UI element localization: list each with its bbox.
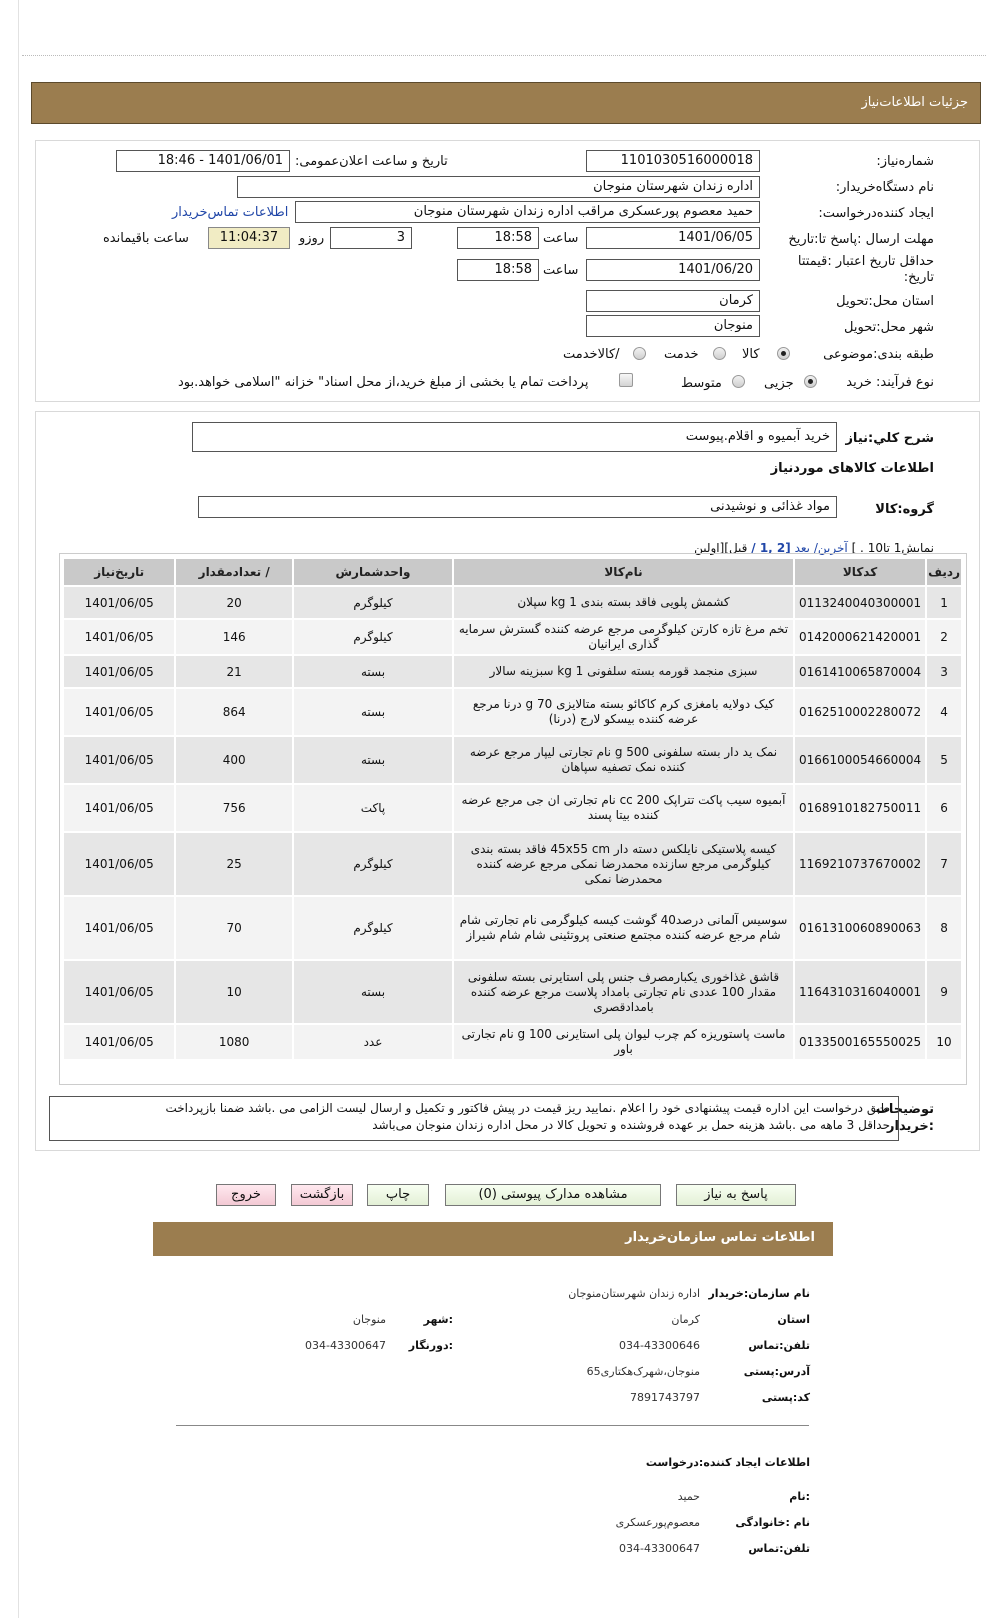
cell-row-no: 1 <box>927 587 961 618</box>
cell-name: سبزی منجمد قورمه بسته سلفونی 1 kg سبزینه سالار <box>454 656 793 687</box>
page-header <box>31 82 981 124</box>
top-divider <box>22 55 986 56</box>
cell-name: ماست پاستوریزه کم چرب لیوان پلی استایرنی 100 g نام تجارتی باور <box>454 1025 793 1059</box>
buyer-label: نام دستگاه‌خریدار: <box>835 180 934 195</box>
cell-unit: عدد <box>294 1025 452 1059</box>
pager-pages-link[interactable]: [2 ,1 / <box>751 541 791 555</box>
contact-city-value: منوجان <box>352 1313 386 1326</box>
contact-title: اطلاعات تماس سازمان‌خریدار <box>625 1230 815 1245</box>
deadline-time-label: ساعت <box>543 231 579 246</box>
postal-label: کد:پستی <box>761 1391 810 1404</box>
print-button[interactable]: چاپ <box>367 1184 429 1206</box>
cell-row-no: 3 <box>927 656 961 687</box>
items-header-row <box>64 559 961 585</box>
contact-divider <box>176 1425 809 1426</box>
category-goods-service-label: /کالاخدمت <box>563 347 620 362</box>
cell-quantity: 400 <box>176 737 292 783</box>
contact-province-label: استان <box>777 1313 810 1326</box>
general-desc-field: خرید آبمیوه و اقلام.پیوست <box>192 422 837 452</box>
cell-need-date: 1401/06/05 <box>64 785 174 831</box>
cell-code: 1164310316040001 <box>795 961 925 1023</box>
cell-need-date: 1401/06/05 <box>64 833 174 895</box>
cell-code: 0142000621420001 <box>795 620 925 654</box>
pager-next-last-link[interactable]: آخرین/ بعد <box>794 541 848 555</box>
cell-name: تخم مرغ تازه کارتن کیلوگرمی مرجع عرضه کننده گسترش سرمایه گذاری ایرانیان <box>454 620 793 654</box>
treasury-payment-note: پرداخت تمام یا بخشی از مبلغ خرید،از محل اسناد" خزانه "اسلامی خواهد.بود <box>178 375 589 390</box>
cell-need-date: 1401/06/05 <box>64 897 174 959</box>
creator-family-value: معصوم‌پورعسکری <box>615 1516 700 1529</box>
days-label: روزو <box>299 231 325 246</box>
cell-code: 0113240040300001 <box>795 587 925 618</box>
validity-date-field: 1401/06/20 <box>586 259 760 281</box>
creator-phone-label: تلفن:تماس <box>748 1542 810 1555</box>
cell-code: 1169210737670002 <box>795 833 925 895</box>
page-title: جزئیات اطلاعات‌نیاز <box>861 95 968 110</box>
cell-quantity: 10 <box>176 961 292 1023</box>
buyer-notes-label: توضیحات :خریدار <box>875 1102 934 1134</box>
cell-quantity: 864 <box>176 689 292 735</box>
cell-name: قاشق غذاخوری یکبارمصرف جنس پلی استایرنی بسته سلفونی مقدار 100 عددی نام تجارتی بامداد پلاست مرجع عرضه کننده بامدادقصری <box>454 961 793 1023</box>
cell-name: آبمیوه سیب پاکت تتراپک 200 cc نام تجارتی ان جی مرجع عرضه کننده بیتا پسند <box>454 785 793 831</box>
cell-need-date: 1401/06/05 <box>64 656 174 687</box>
back-button[interactable]: بازگشت <box>291 1184 353 1206</box>
contact-header <box>153 1222 833 1256</box>
cell-unit: کیلوگرم <box>294 833 452 895</box>
pager-first-prev[interactable]: قبل][اولین <box>694 541 748 555</box>
address-value: منوجان،شهرک‌هکتاری65 <box>586 1365 700 1378</box>
view-attachments-button[interactable]: مشاهده مدارک پیوستی (0) <box>445 1184 661 1206</box>
goods-group-label: گروه:کالا <box>875 502 934 517</box>
cell-unit: پاکت <box>294 785 452 831</box>
items-table <box>62 557 963 1061</box>
cell-name: کیک دولایه بامغزی کرم کاکائو بسته متالایزی 70 g درنا مرجع عرضه کننده بیسکو لارج (درنا) <box>454 689 793 735</box>
category-goods-radio[interactable] <box>777 347 790 360</box>
table-row <box>64 620 961 654</box>
cell-row-no: 4 <box>927 689 961 735</box>
cell-unit: کیلوگرم <box>294 620 452 654</box>
table-row <box>64 961 961 1023</box>
buyer-contact-link[interactable]: اطلاعات تماس‌خریدار <box>172 205 289 220</box>
category-label: طبقه بندی:موضوعی <box>823 347 934 362</box>
table-row <box>64 1025 961 1059</box>
creator-family-label: نام :خانوادگی <box>735 1516 810 1529</box>
contact-city-label: :شهر <box>423 1313 453 1326</box>
cell-code: 0161310060890063 <box>795 897 925 959</box>
col-quantity: / تعداد‌مقدار <box>176 559 292 585</box>
process-medium-radio[interactable] <box>732 375 745 388</box>
buyer-notes-box <box>49 1096 899 1141</box>
fax-label: :دورنگار <box>408 1339 453 1352</box>
buyer-field: اداره زندان شهرستان منوجان <box>237 176 760 198</box>
deadline-label: مهلت ارسال :پاسخ تا:تاریخ <box>788 232 934 247</box>
fax-value: 034-43300647 <box>305 1339 386 1352</box>
creator-section-title: اطلاعات ایجاد کننده:درخواست <box>645 1456 810 1469</box>
goods-group-field: مواد غذائی و نوشیدنی <box>198 496 837 518</box>
city-field: منوجان <box>586 315 760 337</box>
creator-phone-value: 034-43300647 <box>619 1542 700 1555</box>
col-row-no: ردیف <box>927 559 961 585</box>
phone-label: تلفن:تماس <box>748 1339 810 1352</box>
col-name: نام‌کالا <box>454 559 793 585</box>
cell-row-no: 6 <box>927 785 961 831</box>
contact-province-value: کرمان <box>671 1313 700 1326</box>
validity-label: حداقل تاریخ اعتبار :قیمتتا تاریخ: <box>797 254 934 285</box>
table-row <box>64 833 961 895</box>
creator-field: حمید معصوم پورعسکری مراقب اداره زندان شهرستان منوجان <box>295 201 760 223</box>
category-goods-service-radio[interactable] <box>633 347 646 360</box>
creator-name-label: :نام <box>789 1490 810 1503</box>
cell-need-date: 1401/06/05 <box>64 587 174 618</box>
creator-label: ایجاد کننده‌درخواست: <box>818 206 934 221</box>
remaining-time-field: 11:04:37 <box>208 227 290 249</box>
cell-name: کیسه پلاستیکی نایلکس دسته دار 45x55 cm فاقد بسته بندی کیلوگرمی مرجع سازنده محمدرضا نمکی مرجع عرضه کننده محمدرضا نمکی <box>454 833 793 895</box>
province-label: استان محل:تحویل <box>836 294 934 309</box>
table-row <box>64 689 961 735</box>
need-no-label: شماره‌نیاز: <box>876 154 934 169</box>
cell-code: 0168910182750011 <box>795 785 925 831</box>
cell-need-date: 1401/06/05 <box>64 961 174 1023</box>
table-row <box>64 897 961 959</box>
cell-quantity: 20 <box>176 587 292 618</box>
cell-code: 0161410065870004 <box>795 656 925 687</box>
cell-quantity: 756 <box>176 785 292 831</box>
buyer-notes-line-1: طبق درخواست این اداره قیمت پیشنهادی خود را اعلام .نمایید ریز قیمت در پیش فاکتور و تکمیل و ارسال لیست الزامی می .باشد ضمنا بازپرداخت <box>165 1101 890 1115</box>
table-row <box>64 656 961 687</box>
cell-quantity: 21 <box>176 656 292 687</box>
org-label: نام سازمان:خریدار <box>708 1287 810 1300</box>
table-row <box>64 587 961 618</box>
col-unit: واحدشمارش <box>294 559 452 585</box>
category-service-radio[interactable] <box>713 347 726 360</box>
cell-row-no: 9 <box>927 961 961 1023</box>
items-title: اطلاعات کالاهای موردنیاز <box>770 461 934 476</box>
process-medium-label: متوسط <box>681 376 722 391</box>
cell-code: 0166100054660004 <box>795 737 925 783</box>
cell-name: کشمش پلویی فاقد بسته بندی 1 kg سپلان <box>454 587 793 618</box>
general-desc-label: شرح کلي:نياز <box>845 431 934 446</box>
process-partial-radio[interactable] <box>804 375 817 388</box>
cell-code: 0133500165550025 <box>795 1025 925 1059</box>
cell-need-date: 1401/06/05 <box>64 620 174 654</box>
address-label: آدرس:پستی <box>743 1365 810 1378</box>
cell-row-no: 2 <box>927 620 961 654</box>
buyer-notes-line-2: حداقل 3 ماهه می .باشد هزینه حمل بر عهده فروشنده و تحویل کالا در محل اداره زندان منوجان می‌باشد <box>372 1118 890 1132</box>
cell-row-no: 8 <box>927 897 961 959</box>
remaining-label: ساعت باقیمانده <box>103 231 189 246</box>
category-service-label: خدمت <box>664 347 699 362</box>
process-label: نوع فرآیند: خرید <box>846 375 934 390</box>
cell-need-date: 1401/06/05 <box>64 689 174 735</box>
treasury-payment-checkbox[interactable] <box>619 373 633 387</box>
cell-row-no: 7 <box>927 833 961 895</box>
cell-unit: بسته <box>294 961 452 1023</box>
org-value: اداره زندان شهرستان‌منوجان <box>568 1287 700 1300</box>
category-goods-label: کالا <box>742 347 760 362</box>
col-need-date: تاریخ‌نیاز <box>64 559 174 585</box>
creator-name-value: حمید <box>677 1490 700 1503</box>
process-partial-label: جزیی <box>764 376 794 391</box>
cell-name: نمک ید دار بسته سلفونی 500 g نام تجارتی لیپار مرجع عرضه کننده نمک تصفیه سپاهان <box>454 737 793 783</box>
need-no-field: 1101030516000018 <box>586 150 760 172</box>
validity-time-label: ساعت <box>543 263 579 278</box>
cell-need-date: 1401/06/05 <box>64 1025 174 1059</box>
cell-row-no: 5 <box>927 737 961 783</box>
province-field: کرمان <box>586 290 760 312</box>
cell-unit: بسته <box>294 737 452 783</box>
phone-value: 034-43300646 <box>619 1339 700 1352</box>
deadline-time-field: 18:58 <box>457 227 539 249</box>
announce-label: تاریخ و ساعت اعلان‌عمومی: <box>295 154 448 169</box>
cell-need-date: 1401/06/05 <box>64 737 174 783</box>
reply-button[interactable]: پاسخ به نیاز <box>676 1184 796 1206</box>
cell-unit: بسته <box>294 689 452 735</box>
table-row <box>64 737 961 783</box>
exit-button[interactable]: خروج <box>216 1184 276 1206</box>
cell-quantity: 25 <box>176 833 292 895</box>
cell-name: سوسیس آلمانی درصد40 گوشت کیسه کیلوگرمی نام تجارتی شام شام مرجع عرضه کننده مجتمع صنعتی پروتئینی شام شام شیراز <box>454 897 793 959</box>
cell-unit: کیلوگرم <box>294 587 452 618</box>
cell-code: 0162510002280072 <box>795 689 925 735</box>
deadline-date-field: 1401/06/05 <box>586 227 760 249</box>
pager-show: نمایش1 تا10 . ] <box>851 541 934 555</box>
validity-time-field: 18:58 <box>457 259 539 281</box>
cell-quantity: 1080 <box>176 1025 292 1059</box>
cell-unit: کیلوگرم <box>294 897 452 959</box>
cell-unit: بسته <box>294 656 452 687</box>
announce-field: 1401/06/01 - 18:46 <box>116 150 290 172</box>
cell-quantity: 146 <box>176 620 292 654</box>
page-left-rule <box>18 0 19 1618</box>
city-label: شهر محل:تحویل <box>844 320 934 335</box>
col-code: کدکالا <box>795 559 925 585</box>
cell-row-no: 10 <box>927 1025 961 1059</box>
postal-value: 7891743797 <box>630 1391 700 1404</box>
cell-quantity: 70 <box>176 897 292 959</box>
days-field: 3 <box>330 227 412 249</box>
table-row <box>64 785 961 831</box>
